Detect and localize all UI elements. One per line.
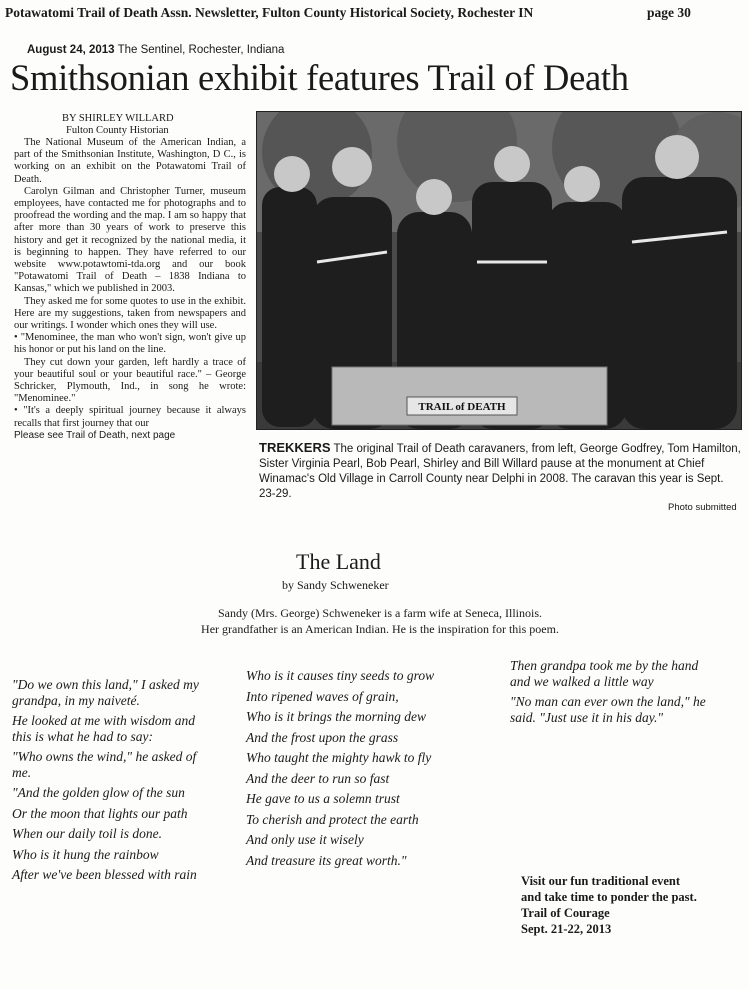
poem-title: The Land [296,549,381,574]
poem-stanza: And only use it wisely [246,832,364,847]
poem-stanza: And treasure its great worth." [246,852,407,868]
poem-stanza: And the frost upon the grass [246,729,399,745]
poem-intro-line: Sandy (Mrs. George) Schweneker is a farm wife at Seneca, Illinois. [217,606,542,620]
poem-stanza: And the deer to run so fast [246,770,390,786]
dateline [27,44,284,56]
poem-stanza: Who taught the mighty hawk to fly [246,750,432,765]
poem-stanza: "No man can ever own the land," he said. "Just use it in his day." [510,694,706,725]
continued-line: Please see Trail of Death, next page [14,429,176,441]
photo-illustration [257,112,741,429]
poem-stanza: To cherish and protect the earth [246,811,419,827]
photo-credit: Photo submitted [668,502,737,513]
poem-byline: by Sandy Schweneker [282,578,389,592]
poem-stanza: "Who owns the wind," he asked of me. [12,749,197,780]
article-paragraph: • "It's a deeply spiritual journey because it always recalls that first journey that our [14,405,246,429]
event-name: Trail of Courage [521,906,610,920]
poem-stanza: After we've been blessed with rain [12,867,197,882]
article-paragraph: The National Museum of the American Indian, a part of the Smithsonian Institute, Washington, D C., is working on an exhibit on the Potawatomi Trail of Death. [14,137,246,185]
article-paragraph: They cut down your garden, left hardly a trace of your beautiful soul or your beautiful race." – George Schricker, Plymouth, Ind., in song he wrote: "Menominee." [14,356,246,405]
byline-title: Fulton County Historian [66,125,169,136]
article-paragraph: • "Menominee, the man who won't sign, won't give up his honor or put his land on the line. [14,332,246,356]
poem-column-1 [12,677,207,888]
source: The Sentinel, Rochester, Indiana [117,44,285,56]
page-number: page 30 [647,5,691,20]
poem-stanza: Who is it brings the morning dew [246,709,427,724]
byline: BY SHIRLEY WILLARD [62,113,174,124]
poem-intro-line: Her grandfather is an American Indian. He is the inspiration for this poem. [201,622,559,636]
event-dates: Sept. 21-22, 2013 [521,922,612,936]
monument-sign-text: TRAIL of DEATH [418,401,506,413]
caption-text: The original Trail of Death caravaners, from left, George Godfrey, Tom Hamilton, Sister Virginia Pearl, Bob Pearl, Shirley and Bill Willard pause at the monument at Chief Winamac's Old Village in Carroll County near Delphi in 2008. The caravan this year is Sept. 23-29. [259,443,741,500]
date: August 24, 2013 [27,44,115,56]
poem-stanza: He looked at me with wisdom and this is what he had to say: [12,713,195,744]
poem-stanza: Who is it hung the rainbow [12,846,159,862]
newsletter-header: Potawatomi Trail of Death Assn. Newsletter, Fulton County Historical Society, Rochester IN [5,5,534,20]
poem-stanza: Then grandpa took me by the hand and we walked a little way [510,658,699,689]
poem-intro [120,605,640,637]
poem-stanza: He gave to us a solemn trust [246,791,400,806]
headline: Smithsonian exhibit features Trail of Death [10,57,629,98]
poem-stanza: When our daily toil is done. [12,826,162,841]
event-line: Visit our fun traditional event [521,874,681,888]
article-body [14,137,246,442]
caption-lead: TREKKERS [259,440,331,455]
event-line: and take time to ponder the past. [521,890,697,904]
poem-column-2 [246,668,444,873]
poem-stanza: "Do we own this land," I asked my grandpa, in my naiveté. [12,677,199,708]
poem-stanza: Who is it causes tiny seeds to grow [246,668,435,683]
article-paragraph: They asked me for some quotes to use in the exhibit. Here are my suggestions, taken from newspapers and our writings. I wonder which ones they will use. [14,295,246,332]
event-notice [521,873,741,937]
photo-caption [259,440,742,502]
poem-stanza: Or the moon that lights our path [12,805,188,821]
poem-stanza: "And the golden glow of the sun [12,785,185,800]
poem-stanza: Into ripened waves of grain, [246,688,399,704]
trekkers-photo [256,111,742,430]
article-paragraph: Carolyn Gilman and Christopher Turner, museum employees, have contacted me for photographs and to proofread the wording and the map. I am so happy that after more than 30 years of work to preserve this history and get it recognized by the national media, it is beginning to happen. They have referred to our website www.potawtomi-tda.org and our book "Potawatomi Trail of Death – 1838 Indiana to Kansas," which we published in 2003. [14,185,246,295]
poem-column-3 [510,658,710,730]
